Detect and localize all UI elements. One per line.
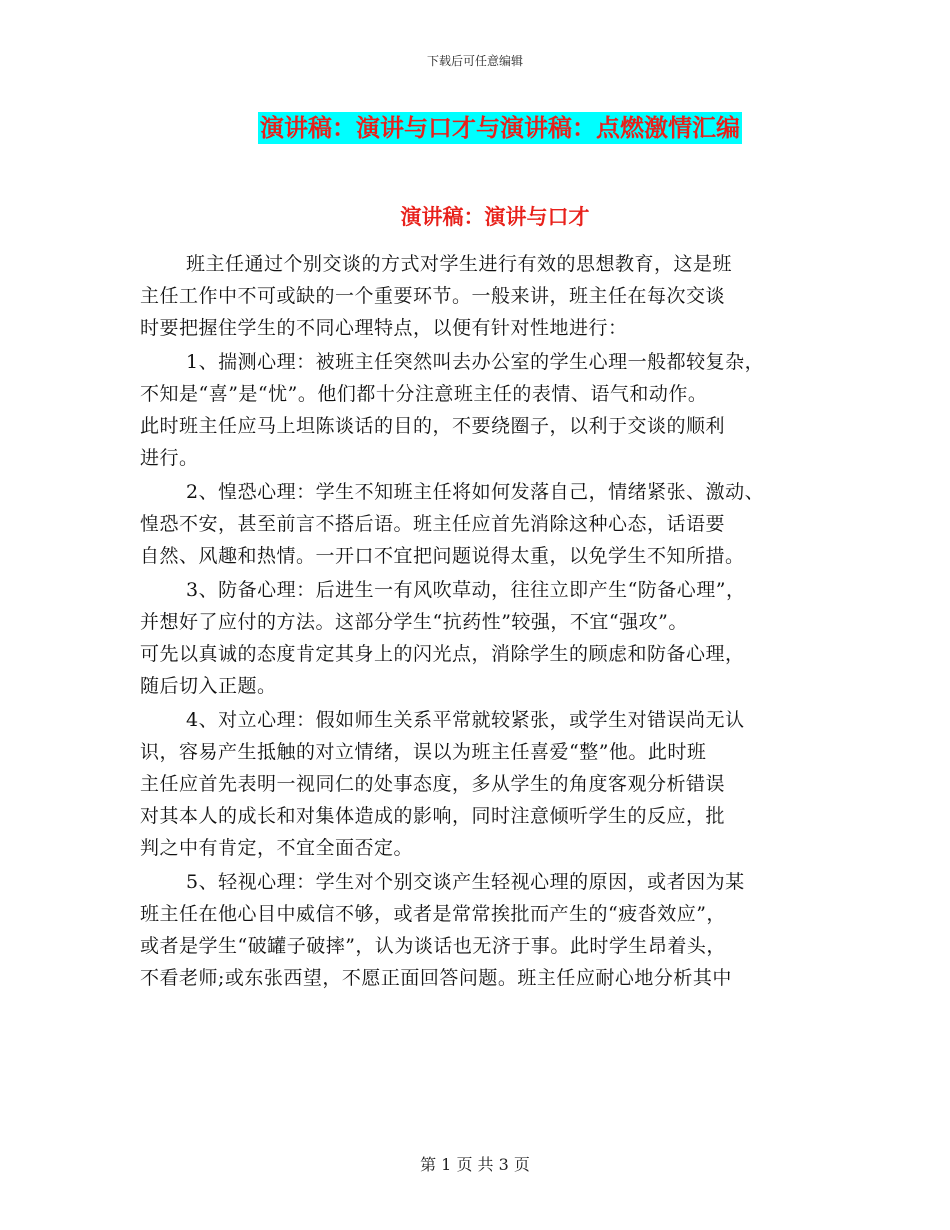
paragraph-line: 不看老师;或东张西望，不愿正面回答问题。班主任应耐心地分析其中 xyxy=(140,967,732,989)
document-title-container xyxy=(0,112,950,144)
paragraph-line: 班主任在他心目中威信不够，或者是常常挨批而产生的“疲沓效应”， xyxy=(140,903,726,925)
paragraph-line: 判之中有肯定，不宜全面否定。 xyxy=(140,837,414,859)
paragraph-line: 识，容易产生抵触的对立情绪，误以为班主任喜爱“整”他。此时班 xyxy=(140,741,707,763)
paragraph-line: 5、轻视心理：学生对个别交谈产生轻视心理的原因，或者因为某 xyxy=(186,871,745,893)
page-header-note: 下载后可任意编辑 xyxy=(426,54,523,68)
paragraph-line: 2、惶恐心理：学生不知班主任将如何发落自己，情绪紧张、激动、 xyxy=(186,481,765,503)
paragraph-line: 主任应首先表明一视同仁的处事态度，多从学生的角度客观分析错误 xyxy=(140,773,726,795)
paragraph-line: 并想好了应付的方法。这部分学生“抗药性”较强，不宜“强攻”。 xyxy=(140,611,688,633)
paragraph-line: 可先以真诚的态度肯定其身上的闪光点，消除学生的顾虑和防备心理， xyxy=(140,643,745,665)
paragraph-line: 进行。 xyxy=(140,447,199,469)
document-body xyxy=(140,248,820,994)
paragraph-line: 对其本人的成长和对集体造成的影响，同时注意倾听学生的反应，批 xyxy=(140,805,726,827)
paragraph-line: 自然、风趣和热情。一开口不宜把问题说得太重，以免学生不知所措。 xyxy=(140,545,745,567)
paragraph-line: 此时班主任应马上坦陈谈话的目的，不要绕圈子，以利于交谈的顺利 xyxy=(140,415,726,437)
paragraph-line: 惶恐不安，甚至前言不搭后语。班主任应首先消除这种心态，话语要 xyxy=(140,513,726,535)
paragraph-line: 时要把握住学生的不同心理特点，以便有针对性地进行： xyxy=(140,317,628,339)
paragraph-line: 3、防备心理：后进生一有风吹草动，往往立即产生“防备心理”， xyxy=(186,579,746,601)
paragraph-line: 主任工作中不可或缺的一个重要环节。一般来讲，班主任在每次交谈 xyxy=(140,285,726,307)
paragraph-line: 1、揣测心理：被班主任突然叫去办公室的学生心理一般都较复杂， xyxy=(186,351,765,373)
page-number-footer: 第 1 页 共 3 页 xyxy=(420,1155,530,1174)
paragraph-line: 不知是“喜”是“忧”。他们都十分注意班主任的表情、语气和动作。 xyxy=(140,383,708,405)
paragraph-line: 随后切入正题。 xyxy=(140,675,277,697)
section-title: 演讲稿：演讲与口才 xyxy=(400,205,590,229)
document-title: 演讲稿：演讲与口才与演讲稿：点燃激情汇编 xyxy=(260,114,740,142)
paragraph-line: 4、对立心理：假如师生关系平常就较紧张，或学生对错误尚无认 xyxy=(186,709,745,731)
paragraph-line: 或者是学生“破罐子破摔”，认为谈话也无济于事。此时学生昂着头， xyxy=(140,935,726,957)
paragraph-line: 班主任通过个别交谈的方式对学生进行有效的思想教育，这是班 xyxy=(186,253,733,275)
